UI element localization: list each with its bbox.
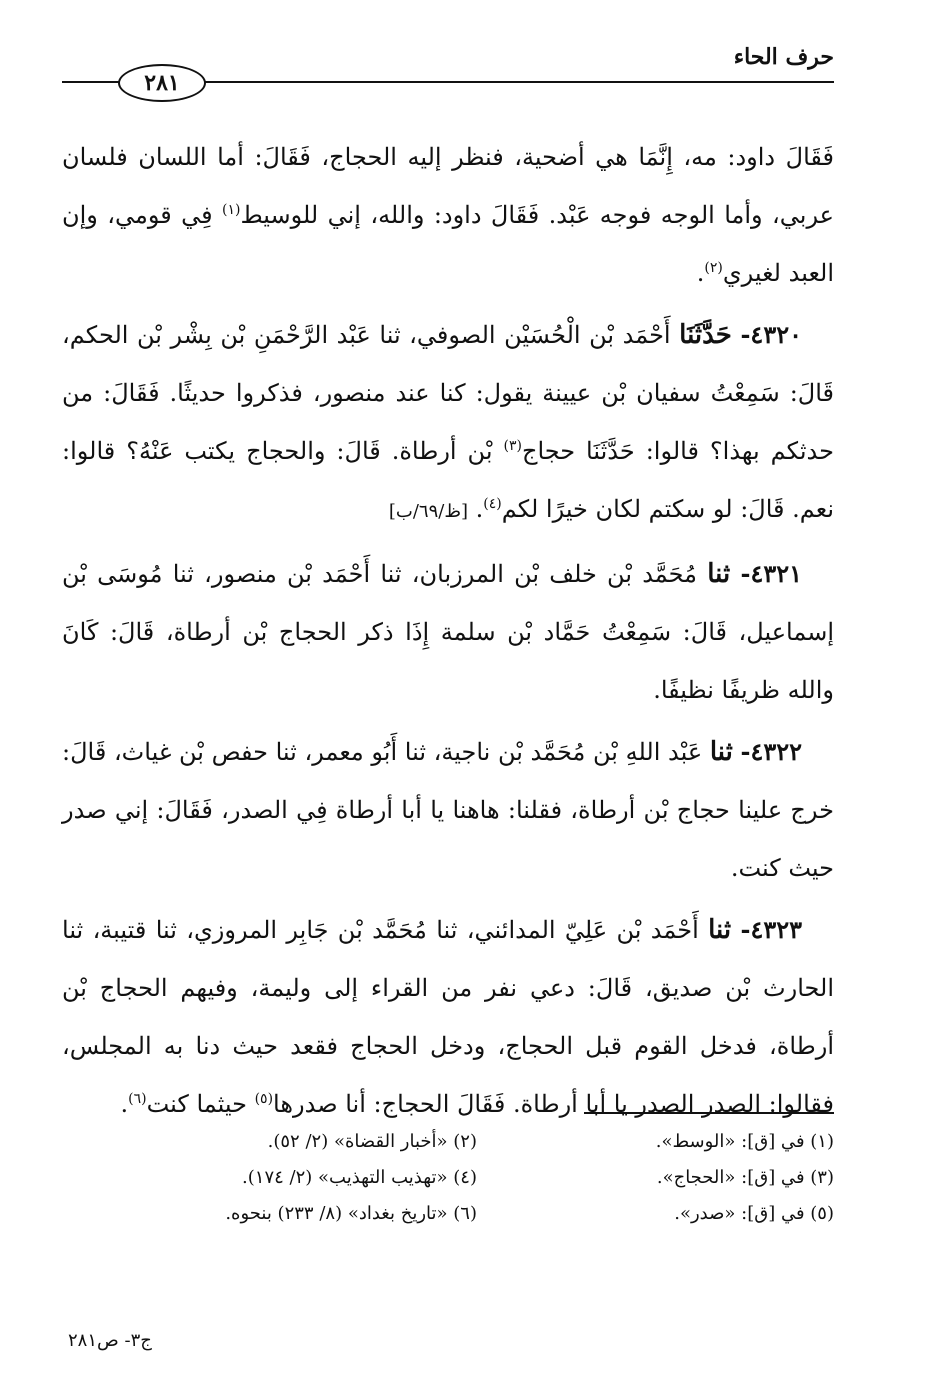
running-head: حرف الحاء — [733, 44, 834, 70]
footnote-row — [120, 1124, 834, 1160]
footnote-6: (٦) «تاريخ بغداد» (٨/ ٢٣٣) بنحوه. — [225, 1203, 477, 1224]
hadith-4320: ٤٣٢٠- حَدَّثَنَا أَحْمَد بْن الْحُسَيْن الصوفي، ثنا عَبْد الرَّحْمَنِ بْن بِشْر بْن الحكم، قَالَ: سَمِعْتُ سفيان بْن عيينة يقول: كنا عند منصور، فذكروا حديثًا. فَقَالَ: من حدثكم بهذا؟ قالوا: حَدَّثَنَا حجاج$^{(٣)}$ بْن أرطاة. قَالَ: والحجاج يكتب عَنْهُ؟ قالوا: نعم. قَالَ: لو سكتم لكان خيرًا لكم$^{(٤)}$. [ظ/٦٩/ب] — [62, 320, 834, 523]
footnotes — [120, 1124, 834, 1232]
footnote-4: (٤) «تهذيب التهذيب» (٢/ ١٧٤). — [242, 1167, 477, 1188]
transmission-word: ثنا — [709, 737, 733, 767]
hadith-4321: ٤٣٢١- ثنا مُحَمَّد بْن خلف بْن المرزبان، ثنا أَحْمَد بْن منصور، ثنا مُوسَى بْن إسماعيل، قَالَ: سَمِعْتُ حَمَّاد بْن سلمة إِذَا ذكر الحجاج بْن أرطاة، قَالَ: كَانَ والله ظريفًا نظيفًا. — [62, 559, 834, 704]
hadith-number: ٤٣٢٣- — [740, 915, 802, 944]
footnote-marker: (١) — [221, 202, 241, 218]
footnote-row — [120, 1196, 834, 1232]
footnote-5: (٥) في [ق]: «صدر». — [674, 1203, 834, 1224]
hadith-4323: ٤٣٢٣- ثنا أَحْمَد بْن عَلِيّ المدائني، ثنا مُحَمَّد بْن جَابِر المروزي، ثنا قتيبة، ثنا الحارث بْن صديق، قَالَ: دعي نفر من القراء إلى وليمة، وفيهم الحجاج بْن أرطاة، فدخل القوم قبل الحجاج، ودخل الحجاج فقعد حيث دنا به المجلس، فقالوا: الصدر الصدر يا أبا أرطاة. فَقَالَ الحجاج: أنا صدرها$^{(٥)}$ حيثما كنت$^{(٦)}$. — [62, 915, 834, 1118]
transmission-word: ثنا — [707, 559, 731, 589]
hadith-number: ٤٣٢١- — [740, 559, 802, 588]
hadith-4322: ٤٣٢٢- ثنا عَبْد اللهِ بْن مُحَمَّد بْن ناجية، ثنا أَبُو معمر، ثنا حفص بْن غياث، قَالَ: خرج علينا حجاج بْن أرطاة، فقلنا: هاهنا يا أبا أرطاة فِي الصدر، فَقَالَ: إني صدر حيث كنت. — [62, 737, 834, 882]
paragraph-continuation: فَقَالَ داود: مه، إِنَّمَا هي أضحية، فنظر إليه الحجاج، فَقَالَ: أما اللسان فلسان عربي، وأما الوجه فوجه عَبْد. فَقَالَ داود: والله، إني للوسيط$^{(١)}$ فِي قومي، وإن العبد لغيري$^{(٢)}$. — [62, 143, 835, 287]
footnote-marker: (٥) — [254, 1091, 274, 1107]
footnote-2: (٢) «أخبار القضاة» (٢/ ٥٢). — [267, 1131, 477, 1152]
footnote-3: (٣) في [ق]: «الحجاج». — [656, 1167, 834, 1188]
page-number: ٢٨١ — [118, 64, 206, 102]
transmission-word: حَدَّثَنَا — [679, 320, 732, 350]
main-text — [62, 128, 834, 1137]
footnote-marker: (٤) — [483, 496, 502, 512]
footnote-rule — [584, 1112, 834, 1114]
manuscript-reference: [ظ/٦٩/ب] — [388, 501, 468, 522]
folio: ج٣- ص٢٨١ — [68, 1330, 152, 1351]
hadith-number: ٤٣٢٢- — [740, 737, 802, 766]
footnote-1: (١) في [ق]: «الوسط». — [655, 1131, 834, 1152]
footnote-marker: (٢) — [704, 260, 723, 276]
footnote-row — [120, 1160, 834, 1196]
footnote-marker: (٣) — [503, 438, 522, 454]
transmission-word: ثنا — [708, 915, 732, 945]
footnote-marker: (٦) — [128, 1091, 147, 1107]
hadith-number: ٤٣٢٠- — [740, 320, 802, 349]
